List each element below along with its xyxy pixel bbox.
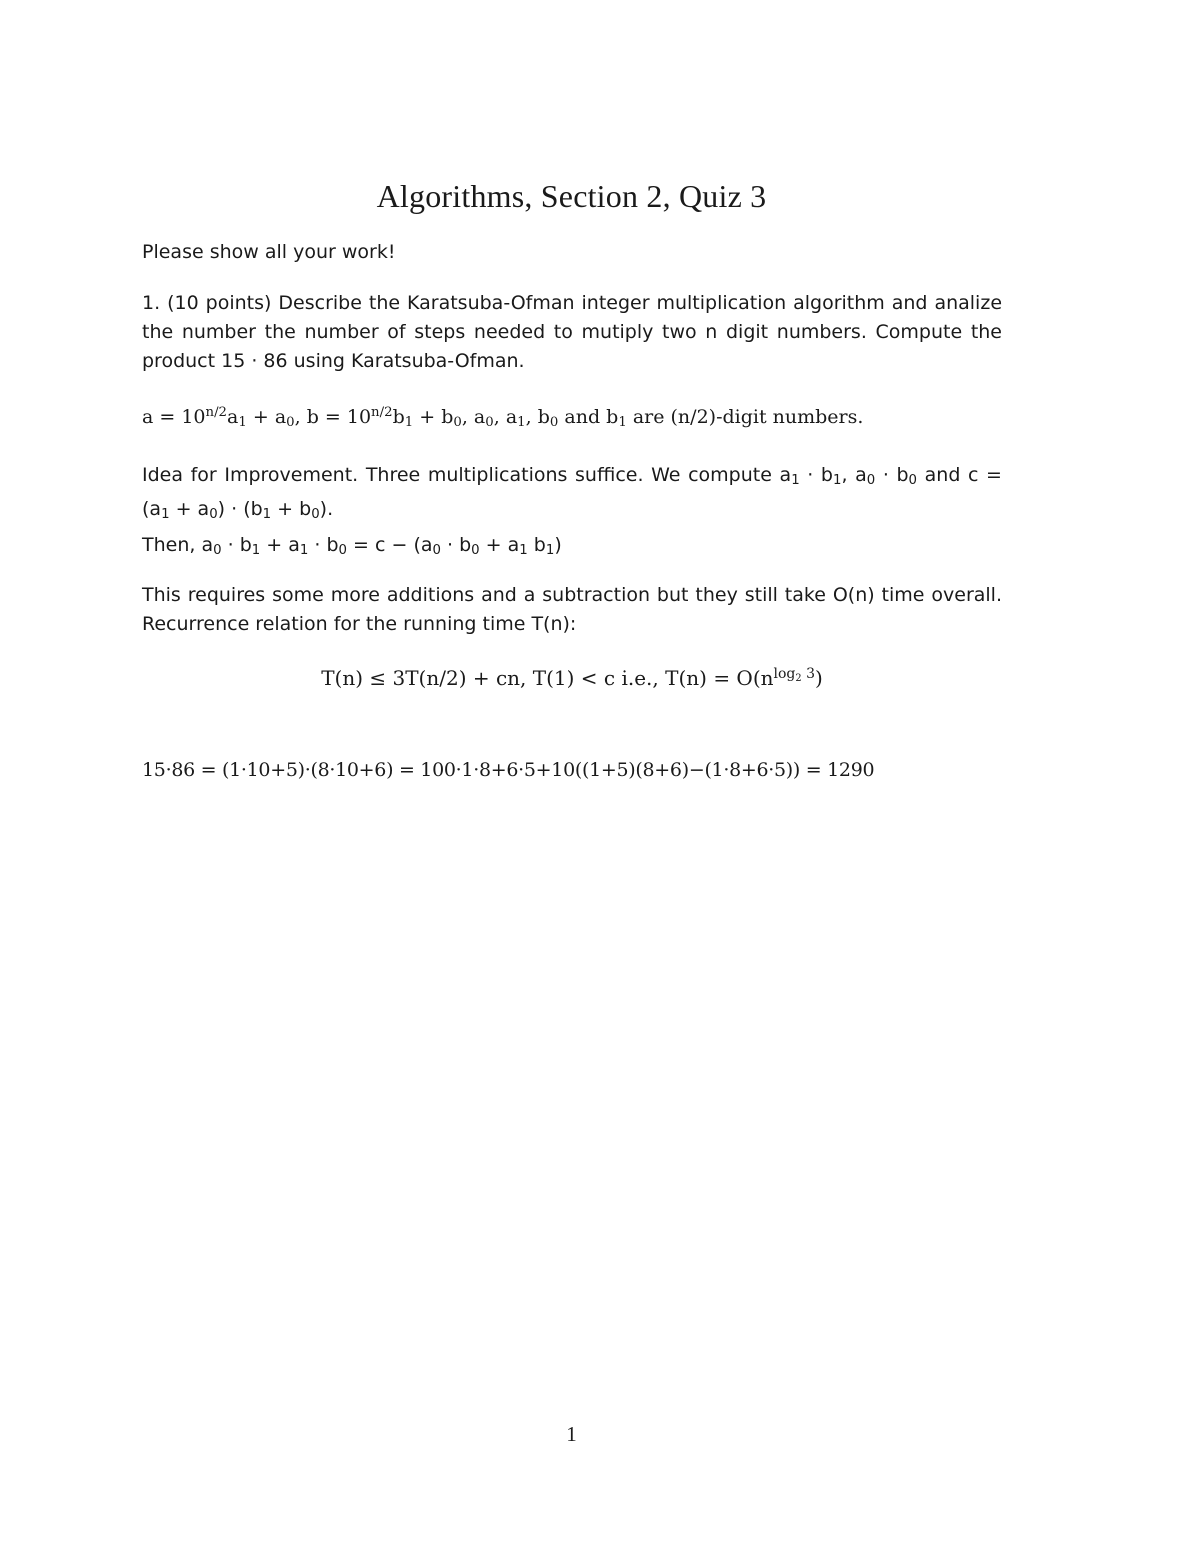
problem-number: 1. <box>142 292 161 314</box>
requires-text: This requires some more additions and a subtraction but they still take O(n) time overall. Recurrence relation for the running time T(n): <box>142 584 1002 635</box>
identity-line: Then, $a_0 \cdot b_1 + a_1 \cdot b_0 = c - (a_0 \cdot b_0 + a_1$ $b_1$) <box>142 534 562 558</box>
page-title: Algorithms, Section 2, Quiz 3 <box>376 178 767 214</box>
problem-text: Describe the Karatsuba-Ofman integer multiplication algorithm and analize the number the number of steps needed to mutiply two n digit numbers. Compute the product 15 · 86 using Karatsuba-Ofman. <box>142 292 1003 372</box>
page-number: 1 <box>566 1422 577 1446</box>
recurrence-equation: T(n) ≤ 3T(n/2) + cn, T(1) < c i.e., $T(n) = O(n^{log_2 3})$ <box>321 666 823 690</box>
problem-statement <box>142 289 1002 376</box>
instruction-text: Please show all your work! <box>142 241 396 263</box>
product-computation: 15·86 = (1·10+5)·(8·10+6) = 100·1·8+6·5+10((1+5)(8+6)−(1·8+6·5)) = 1290 <box>142 759 875 781</box>
definitions-line: $a = 10^{n/2}a_1 + a_0$, $b = 10^{n/2}b_1 + b_0$, $a_0$, $a_1$, $b_0$ and $b_1$ are (n/2)-digit numbers. <box>142 405 864 430</box>
problem-points: (10 points) <box>167 292 272 314</box>
improvement-idea: Idea for Improvement. Three multiplications suffice. We compute $a_1 \cdot b_1$, $a_0 \cdot b_0$ and $c = (a_1 + a_0) \cdot (b_1 + b_0)$. <box>142 464 1002 522</box>
